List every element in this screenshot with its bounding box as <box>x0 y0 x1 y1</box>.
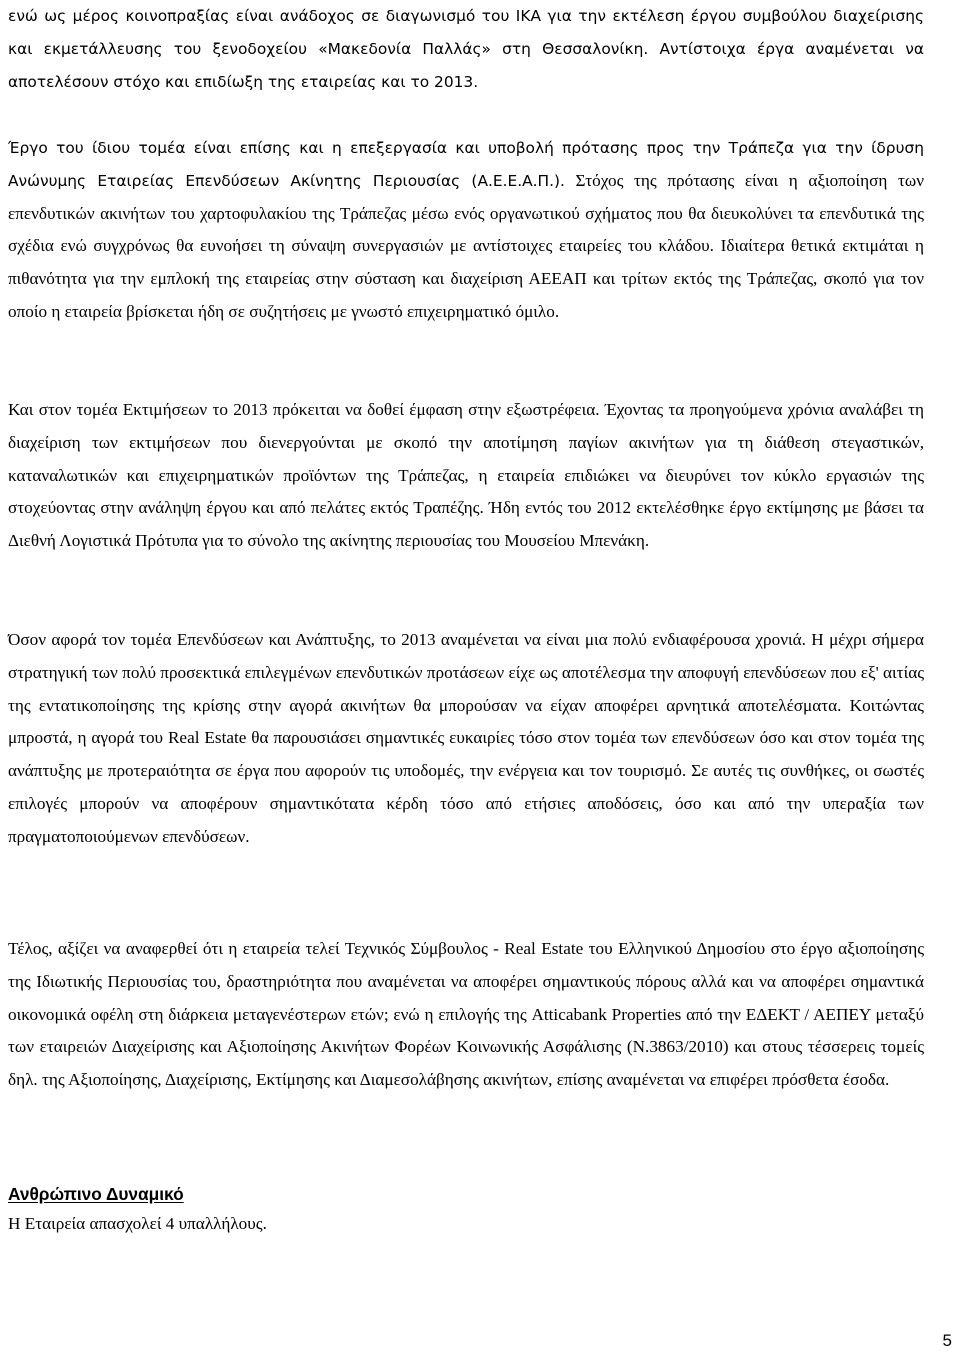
paragraph-ika-contract: ενώ ως μέρος κοινοπραξίας είναι ανάδοχος σε διαγωνισμό του ΙΚΑ για την εκτέλεση έργου συμβούλου διαχείρισης και εκμετάλλευσης του ξενοδοχείου «Μακεδονία Παλλάς» στη Θεσσαλονίκη. Αντίστοιχα έργα αναμένεται να αποτελέσουν στόχο και επιδίωξη της εταιρείας και το 2013. <box>8 7 924 91</box>
paragraph-aeeap-intro: Έργο του ίδιου τομέα είναι επίσης και η επεξεργασία και υποβολή πρότασης προς την Τράπεζα για την ίδρυση Ανώνυμης Εταιρείας Επενδύσεων Ακίνητης Περιουσίας (Α.Ε.Ε.Α.Π.). <box>8 139 924 190</box>
page-number: 5 <box>942 1331 952 1350</box>
paragraph-aeeap-goal: Στόχος της πρότασης είναι η αξιοποίηση των επενδυτικών ακινήτων του χαρτοφυλακίου της Τράπεζας μέσω ενός οργανωτικού σχήματος που θα διευκολύνει τα επενδυτικά της σχέδια ενώ συγχρόνως θα ευνοήσει τη σύναψη συνεργασιών με αντίστοιχες εταιρείες του κλάδου. Ιδιαίτερα θετικά εκτιμάται η πιθανότητα για την εμπλοκή της εταιρείας στην σύσταση και διαχείριση ΑΕΕΑΠ και τρίτων εκτός της Τράπεζας, σκοπό για τον οποίο η εταιρεία βρίσκεται ήδη σε συζητήσεις με γνωστό επιχειρηματικό όμιλο. <box>8 170 925 321</box>
paragraph-aeeap-proposal <box>8 132 924 329</box>
employee-count-line: Η Εταιρεία απασχολεί 4 υπαλλήλους. <box>8 1214 267 1233</box>
paragraph-investments: Όσον αφορά τον τομέα Επενδύσεων και Ανάπτυξης, το 2013 αναμένεται να είναι μια πολύ ενδιαφέρουσα χρονιά. Η μέχρι σήμερα στρατηγική των πολύ προσεκτικά επιλεγμένων επενδυτικών προτάσεων είχε ως αποτέλεσμα την αποφυγή επενδύσεων που εξ' αιτίας της εντατικοποίησης της κρίσης στην αγορά ακινήτων θα μπορούσαν να είχαν αποφέρει αρνητικά αποτελέσματα. Κοιτώντας μπροστά, η αγορά του Real Estate θα παρουσιάσει σημαντικές ευκαιρίες τόσο στον τομέα των επενδύσεων όσο και στον τομέα της ανάπτυξης με προτεραιότητα σε έργα που αφορούν τις υποδομές, την ενέργεια και τον τουρισμό. Σε αυτές τις συνθήκες, οι σωστές επιλογές μπορούν να αποφέρουν σημαντικότατα κέρδη τόσο από ετήσιες αποδόσεις, όσο και από την υπεραξία των πραγματοποιούμενων επενδύσεων. <box>8 630 924 846</box>
section-heading-human-resources: Ανθρώπινο Δυναμικό <box>8 1184 184 1204</box>
paragraph-technical-advisor: Τέλος, αξίζει να αναφερθεί ότι η εταιρεία τελεί Τεχνικός Σύμβουλος - Real Estate του Ελληνικού Δημοσίου στο έργο αξιοποίησης της Ιδιωτικής Περιουσίας του, δραστηριότητα που αναμένεται να αποφέρει σημαντικούς πόρους αλλά και να αποφέρει σημαντικά οικονομικά οφέλη στη διάρκεια μεταγενέστερων ετών; ενώ η επιλογής της Atticabank Properties από την ΕΔΕΚΤ / ΑΕΠΕΥ μεταξύ των εταιρειών Διαχείρισης και Αξιοποίησης Ακινήτων Φορέων Κοινωνικής Ασφάλισης (Ν.3863/2010) και στους τέσσερεις τομείς δηλ. της Αξιοποίησης, Διαχείρισης, Εκτίμησης και Διαμεσολάβησης ακινήτων, επίσης αναμένεται να επιφέρει πρόσθετα έσοδα. <box>8 939 924 1090</box>
paragraph-valuations: Και στον τομέα Εκτιμήσεων το 2013 πρόκειται να δοθεί έμφαση στην εξωστρέφεια. Έχοντας τα προηγούμενα χρόνια αναλάβει τη διαχείριση των εκτιμήσεων που διενεργούνται με σκοπό την αποτίμηση παγίων ακινήτων για τη διάθεση στεγαστικών, καταναλωτικών και επιχειρηματικών προϊόντων της Τράπεζας, η εταιρεία επιδιώκει να διευρύνει τον κύκλο εργασιών της στοχεύοντας στην ανάληψη έργου και από πελάτες εκτός Τραπέζης. Ήδη εντός του 2012 εκτελέσθηκε έργο εκτίμησης με βάσει τα Διεθνή Λογιστικά Πρότυπα για το σύνολο της ακίνητης περιουσίας του Μουσείου Μπενάκη. <box>8 400 924 551</box>
